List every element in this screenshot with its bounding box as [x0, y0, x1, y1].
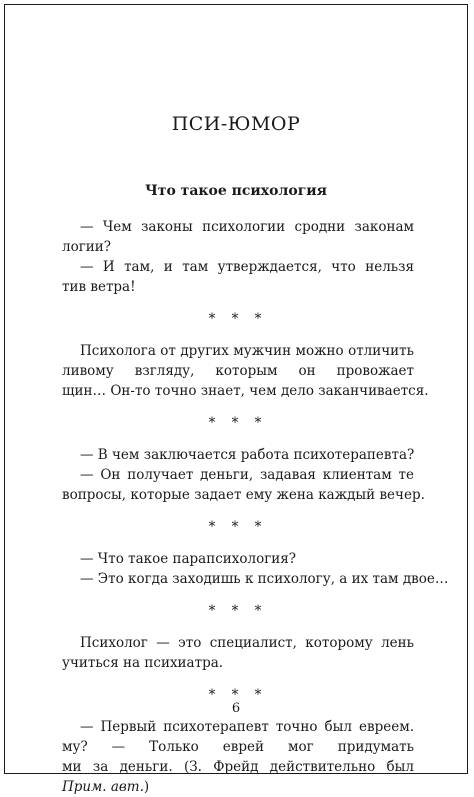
joke-2-line-3: щин… Он-то точно знает, чем дело заканчивается. — [62, 383, 429, 399]
joke-3-line-3: вопросы, которые задает ему жена каждый вечер. — [62, 487, 425, 503]
separator-5: * * * — [208, 687, 268, 703]
closing-paren: ) — [143, 779, 150, 795]
joke-1-line-2: логии? — [62, 239, 112, 255]
chapter-title: ПСИ-ЮМОР — [171, 113, 301, 135]
joke-3-line-1: — В чем заключается работа психотерапевта? — [80, 447, 415, 463]
joke-2-line-2: ливому взгляду, которым он провожает — [62, 363, 414, 379]
joke-1-line-3: — И там, и там утверждается, что нельзя — [80, 259, 414, 275]
separator-4: * * * — [208, 603, 268, 619]
joke-3-line-2: — Он получает деньги, задавая клиентам те — [80, 467, 414, 483]
joke-4-line-2: — Это когда заходишь к психологу, а их там двое… — [80, 571, 449, 587]
author-note: Прим. авт. — [62, 779, 144, 795]
separator-3: * * * — [208, 519, 268, 535]
joke-2-line-1: Психолога от других мужчин можно отличить — [80, 343, 414, 359]
joke-1-line-1: — Чем законы психологии сродни законам — [80, 219, 414, 235]
joke-4-line-1: — Что такое парапсихология? — [80, 551, 297, 567]
joke-6-line-2: му? — Только еврей мог придумать — [62, 739, 414, 755]
joke-5-line-1: Психолог — это специалист, которому лень — [80, 635, 414, 651]
book-page — [4, 4, 468, 795]
section-title: Что такое психология — [145, 183, 327, 199]
joke-6-line-3: ми за деньги. (З. Фрейд действительно был — [62, 759, 414, 775]
joke-1-line-4: тив ветра! — [62, 279, 136, 295]
joke-6-line-4 — [62, 777, 414, 797]
page-number: 6 — [231, 701, 241, 716]
joke-6-line-1: — Первый психотерапевт точно был евреем. — [80, 719, 414, 735]
joke-5-line-2: учиться на психиатра. — [62, 655, 224, 671]
separator-2: * * * — [208, 415, 268, 431]
separator-1: * * * — [208, 311, 268, 327]
